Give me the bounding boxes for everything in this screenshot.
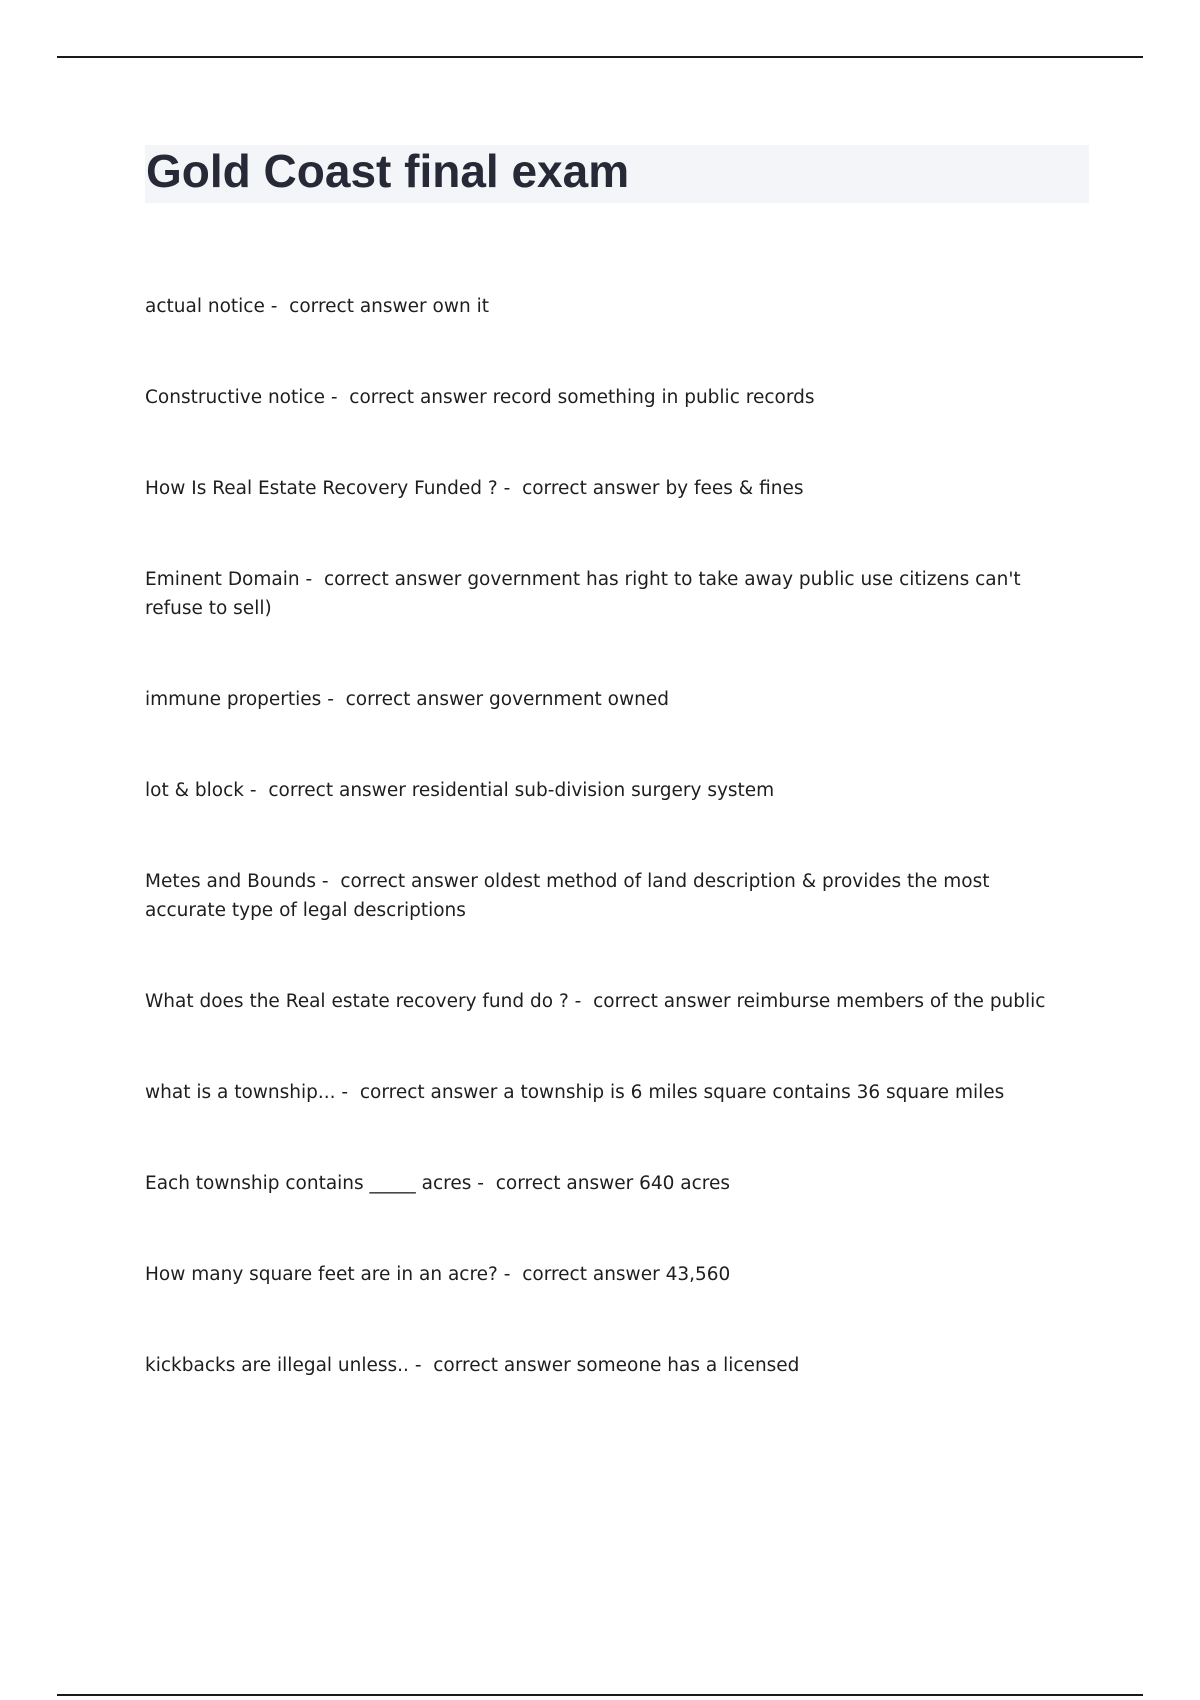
answer-text: oldest method of land description & provides the most accurate type of legal descriptions <box>145 871 990 921</box>
qa-list <box>145 292 1075 1442</box>
answer-prefix: correct answer <box>522 478 660 499</box>
answer-text: residential sub-division surgery system <box>411 780 775 801</box>
question-text: lot & block <box>145 780 244 801</box>
qa-item: How Is Real Estate Recovery Funded ? - correct answer by fees & fines <box>145 478 804 499</box>
bottom-rule <box>57 1694 1143 1696</box>
answer-text: reimburse members of the public <box>736 991 1046 1012</box>
question-text: immune properties <box>145 689 322 710</box>
answer-text: 640 acres <box>639 1173 731 1194</box>
question-text: Metes and Bounds <box>145 871 317 892</box>
question-text: kickbacks are illegal unless.. <box>145 1355 409 1376</box>
qa-item: Each township contains _____ acres - correct answer 640 acres <box>145 1173 731 1194</box>
answer-prefix: correct answer <box>340 871 478 892</box>
question-text: Constructive notice <box>145 387 325 408</box>
page-title: Gold Coast final exam <box>146 145 630 197</box>
qa-item: What does the Real estate recovery fund do ? - correct answer reimburse members of the public <box>145 991 1046 1012</box>
answer-prefix: correct answer <box>522 1264 660 1285</box>
answer-text: someone has a licensed <box>576 1355 800 1376</box>
qa-item: Metes and Bounds - correct answer oldest method of land description & provides the most accurate type of legal descriptions <box>145 871 990 921</box>
answer-text: by fees & fines <box>665 478 804 499</box>
answer-text: record something in public records <box>492 387 815 408</box>
answer-prefix: correct answer <box>349 387 487 408</box>
answer-text: government owned <box>489 689 669 710</box>
qa-item: immune properties - correct answer government owned <box>145 689 669 710</box>
question-text: Each township contains _____ acres <box>145 1173 472 1194</box>
answer-prefix: correct answer <box>345 689 484 710</box>
question-text: actual notice <box>145 296 265 317</box>
answer-prefix: correct answer <box>593 991 731 1012</box>
answer-prefix: correct answer <box>359 1082 498 1103</box>
answer-prefix: correct answer <box>433 1355 571 1376</box>
qa-item: what is a township... - correct answer a township is 6 miles square contains 36 square miles <box>145 1082 1005 1103</box>
question-text: How many square feet are in an acre? <box>145 1264 498 1285</box>
qa-item: lot & block - correct answer residential sub-division surgery system <box>145 780 775 801</box>
question-text: what is a township... <box>145 1082 336 1103</box>
qa-item: actual notice - correct answer own it <box>145 296 489 317</box>
answer-prefix: correct answer <box>323 569 462 590</box>
qa-item: kickbacks are illegal unless.. - correct answer someone has a licensed <box>145 1355 800 1376</box>
answer-text: a township is 6 miles square contains 36 square miles <box>503 1082 1005 1103</box>
answer-text: own it <box>432 296 489 317</box>
answer-prefix: correct answer <box>495 1173 634 1194</box>
qa-item: Constructive notice - correct answer record something in public records <box>145 387 815 408</box>
question-text: How Is Real Estate Recovery Funded ? <box>145 478 498 499</box>
qa-item: How many square feet are in an acre? - correct answer 43,560 <box>145 1264 731 1285</box>
answer-text: government has right to take away public use citizens can't refuse to sell) <box>145 569 1021 619</box>
answer-prefix: correct answer <box>289 296 427 317</box>
question-text: Eminent Domain <box>145 569 300 590</box>
answer-text: 43,560 <box>665 1264 731 1285</box>
top-rule <box>57 56 1143 58</box>
answer-prefix: correct answer <box>268 780 406 801</box>
question-text: What does the Real estate recovery fund do ? <box>145 991 569 1012</box>
qa-item: Eminent Domain - correct answer government has right to take away public use citizens can't refuse to sell) <box>145 569 1021 619</box>
